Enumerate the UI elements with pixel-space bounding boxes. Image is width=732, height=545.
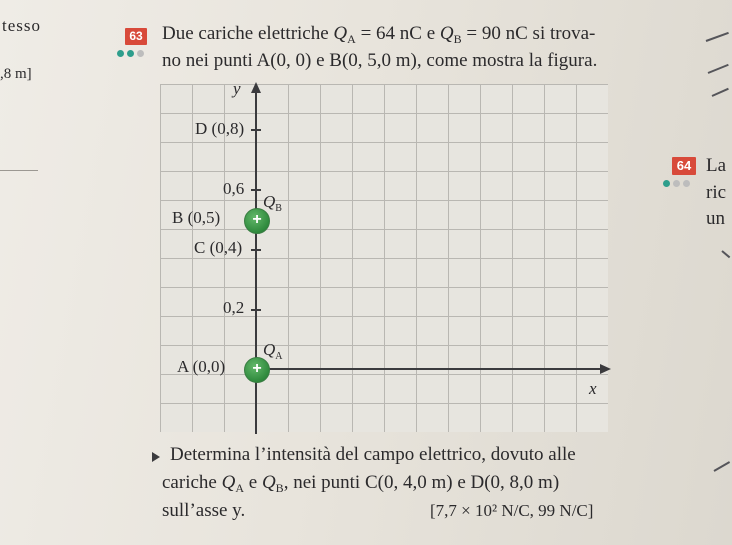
problem-text-intro: Due cariche elettriche [162,23,329,44]
problem-64-line3: un [706,208,725,229]
task-text-and: e [248,472,258,493]
task-text-line2 [162,472,559,494]
charge-A-subscript: A [275,351,283,362]
charge-A-label [263,340,283,360]
point-label-C: C (0,4) [194,238,243,257]
left-margin-value: ,8 m] [0,66,32,82]
problem-64-line2: ric [706,182,727,203]
difficulty-dots [117,50,144,57]
plus-sign-icon: + [252,211,262,228]
difficulty-dots-64 [663,180,690,187]
task-arrow-icon [152,452,160,462]
charge-qa-subscript: A [347,32,356,46]
tick-D [251,129,261,131]
charge-qb-subscript: B [275,481,284,495]
x-axis-label: x [589,379,597,398]
point-label-A: A (0,0) [177,357,226,376]
charge-A-marker [244,357,270,383]
task-text-points: , nei punti C(0, 4,0 m) e D(0, 8,0 m) [283,472,560,493]
difficulty-dot [683,180,690,187]
task-text-line1: Determina l’intensità del campo elettrico, dovuto alle [170,444,576,465]
left-margin-word: tesso [2,16,41,35]
tick-label-06: 0,6 [223,179,245,198]
charge-B-symbol: Q [263,192,276,211]
charge-qb-value: = 90 nC si trova- [466,23,596,44]
difficulty-dot [137,50,144,57]
tick-02 [251,309,261,311]
answer-text: [7,7 × 10² N/C, 99 N/C] [430,501,594,520]
point-label-D: D (0,8) [195,119,245,138]
point-label-B: B (0,5) [172,208,221,227]
charge-qa-subscript: A [235,481,244,495]
charge-qa-value: = 64 nC e [360,23,436,44]
difficulty-dot [127,50,134,57]
difficulty-dot [117,50,124,57]
y-axis-label: y [233,79,241,98]
y-axis-arrow [251,82,261,93]
tick-C [251,249,261,251]
charge-A-symbol: Q [263,340,276,359]
difficulty-dot [673,180,680,187]
task-text-prefix: cariche [162,472,217,493]
charge-qb-subscript: B [453,32,462,46]
charge-qb-symbol: Q [261,472,276,493]
tick-label-02: 0,2 [223,298,245,317]
charge-qb-symbol: Q [439,23,454,44]
problem-64-line1: La [706,155,727,176]
plus-sign-icon: + [252,360,262,377]
difficulty-dot [663,180,670,187]
task-text-line3: sull’asse y. [162,500,246,521]
charge-qa-symbol: Q [221,472,236,493]
problem-number-badge-64: 64 [672,157,696,175]
problem-text-line2: no nei punti A(0, 0) e B(0, 5,0 m), come mostra la figura. [162,50,598,71]
left-margin-rule [0,170,38,171]
charge-B-subscript: B [275,203,282,214]
x-axis [252,368,602,370]
charge-qa-symbol: Q [333,23,348,44]
tick-06 [251,189,261,191]
problem-text-line1 [162,23,595,45]
charge-B-label [263,192,282,212]
x-axis-arrow [600,364,611,374]
problem-number-badge: 63 [125,28,147,45]
